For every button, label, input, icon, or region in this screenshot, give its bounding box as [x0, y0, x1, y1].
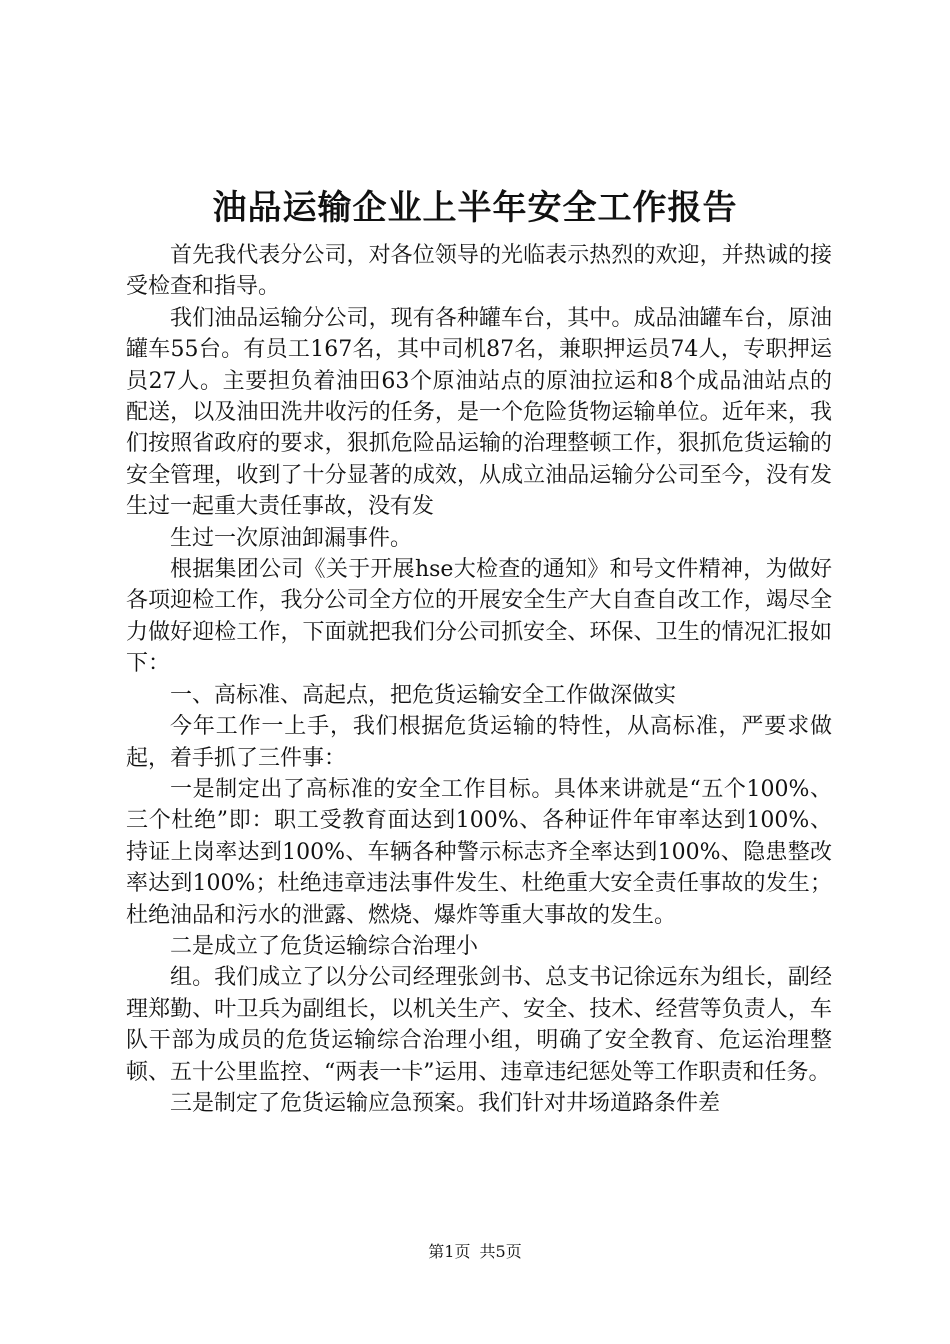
page-total: 共5页	[479, 1242, 522, 1261]
document-body	[126, 240, 832, 1119]
paragraph-three-tasks: 今年工作一上手，我们根据危货运输的特性，从高标准，严要求做起，着手抓了三件事：	[126, 714, 832, 771]
paragraph-overview-continued: 生过一次原油卸漏事件。	[170, 525, 413, 551]
paragraph-task-two: 二是成立了危货运输综合治理小	[170, 933, 479, 959]
paragraph-company-overview: 我们油品运输分公司，现有各种罐车台，其中。成品油罐车台，原油罐车55台。有员工167名，其中司机87名，兼职押运员74人，专职押运员27人。主要担负着油田63个原油站点的原油拉运和8个成品油站点的配送，以及油田洗井收污的任务，是一个危险货物运输单位。近年来，我们按照省政府的要求，狠抓危险品运输的治理整顿工作，狠抓危货运输的安全管理，收到了十分显著的成效，从成立油品运输分公司至今，没有发生过一起重大责任事故，没有发	[126, 305, 832, 520]
document-title: 油品运输企业上半年安全工作报告	[212, 188, 738, 228]
paragraph-task-three: 三是制定了危货运输应急预案。我们针对井场道路条件差	[170, 1090, 721, 1116]
paragraph-task-two-continued: 组。我们成立了以分公司经理张剑书、总支书记徐远东为组长，副经理郑勤、叶卫兵为副组长，以机关生产、安全、技术、经营等负责人，车队干部为成员的危货运输综合治理小组，明确了安全教育、危运治理整顿、五十公里监控、“两表一卡”运用、违章违纪惩处等工作职责和任务。	[126, 965, 832, 1085]
page-number: 第1页	[428, 1242, 471, 1261]
paragraph-greeting: 首先我代表分公司，对各位领导的光临表示热烈的欢迎，并热诚的接受检查和指导。	[126, 243, 832, 300]
paragraph-inspection-basis: 根据集团公司《关于开展hse大检查的通知》和号文件精神，为做好各项迎检工作，我分公司全方位的开展安全生产大自查自改工作，竭尽全力做好迎检工作，下面就把我们分公司抓安全、环保、卫生的情况汇报如下：	[126, 557, 832, 677]
section-heading-one: 一、高标准、高起点，把危货运输安全工作做深做实	[170, 682, 677, 708]
paragraph-task-one: 一是制定出了高标准的安全工作目标。具体来讲就是“五个100%、三个杜绝”即：职工受教育面达到100%、各种证件年审率达到100%、持证上岗率达到100%、车辆各种警示标志齐全率达到100%、隐患整改率达到100%；杜绝违章违法事件发生、杜绝重大安全责任事故的发生；杜绝油品和污水的泄露、燃烧、爆炸等重大事故的发生。	[126, 776, 832, 928]
page-footer	[0, 1240, 950, 1264]
